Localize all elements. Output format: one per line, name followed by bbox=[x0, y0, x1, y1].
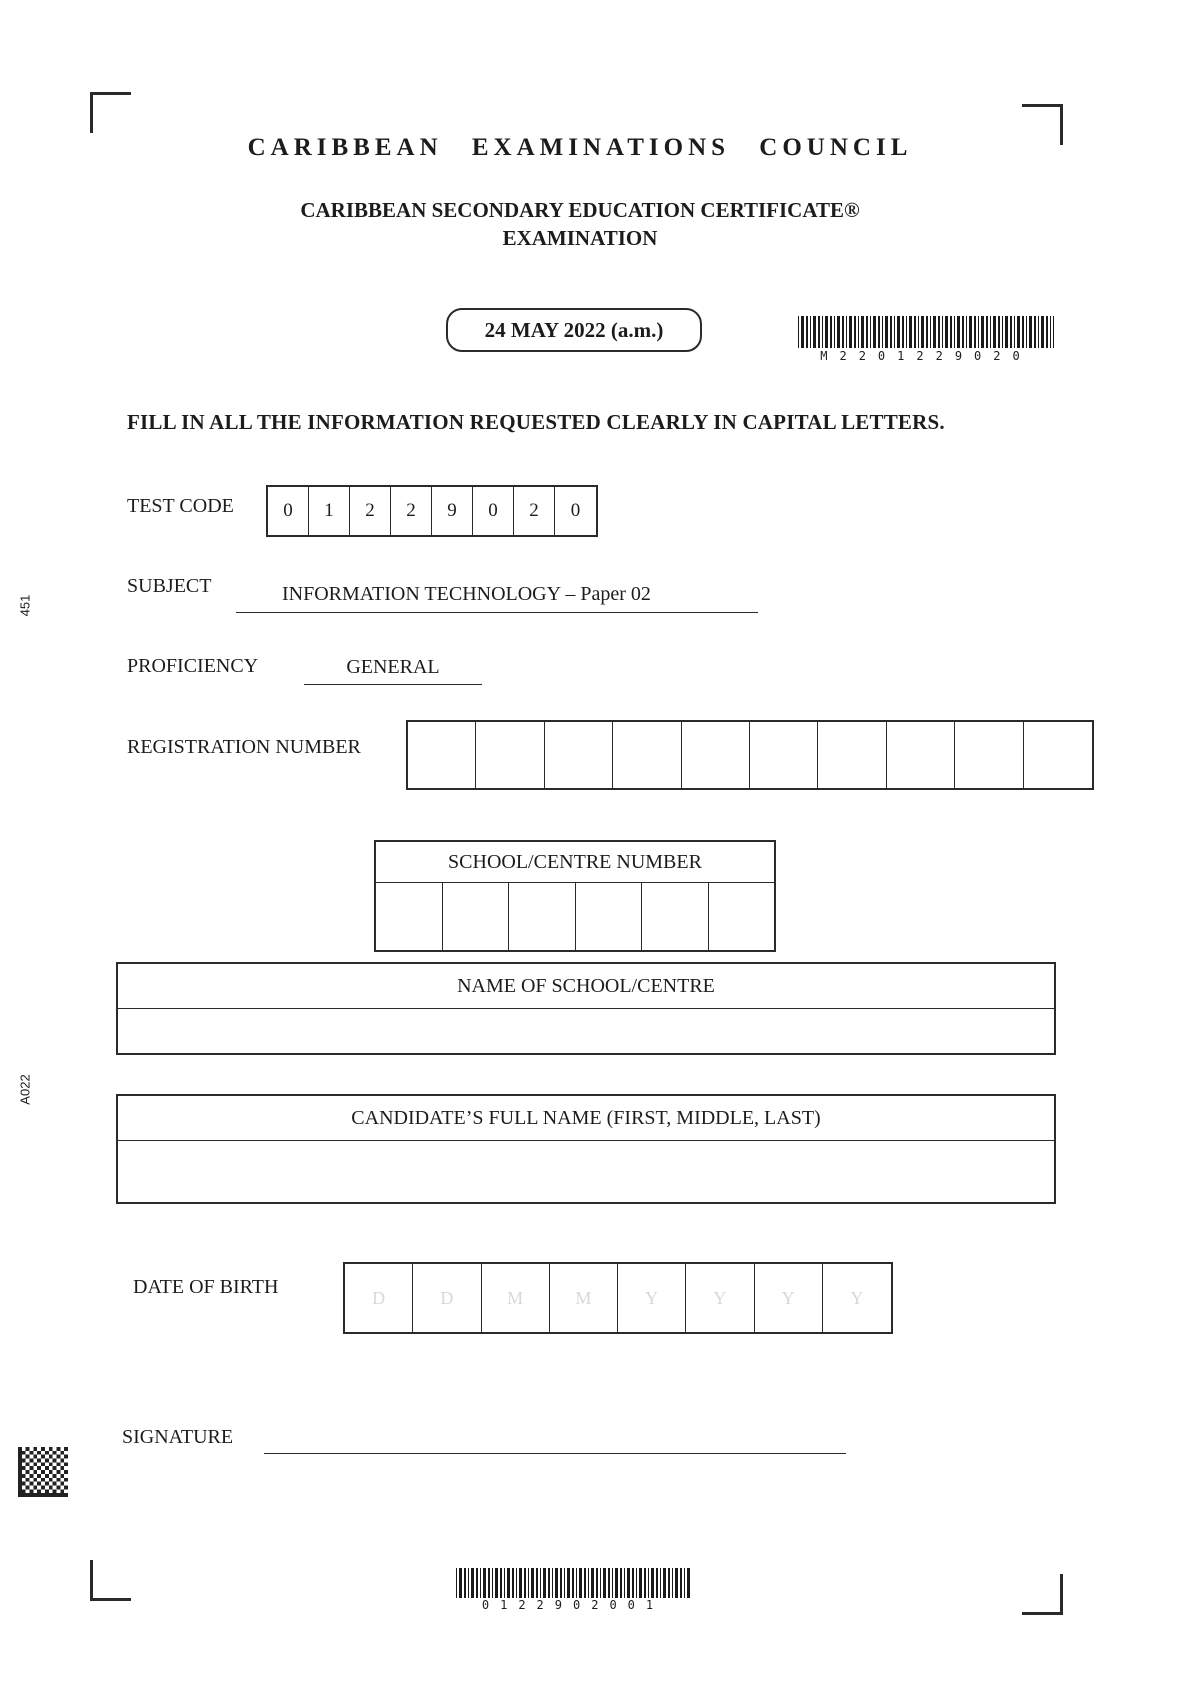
school-name-box bbox=[116, 962, 1056, 1055]
registration-digit-box[interactable] bbox=[408, 722, 476, 788]
candidate-name-field[interactable] bbox=[118, 1141, 1054, 1201]
school-centre-digit-box[interactable] bbox=[642, 883, 709, 951]
proficiency-value[interactable]: GENERAL bbox=[304, 656, 482, 685]
registration-digit-box[interactable] bbox=[1024, 722, 1092, 788]
certificate-title bbox=[0, 196, 1160, 252]
test-code-digit: 9 bbox=[432, 487, 473, 535]
registration-number-boxes bbox=[406, 720, 1094, 790]
crop-mark-bottom-left bbox=[90, 1560, 131, 1601]
exam-date: 24 MAY 2022 (a.m.) bbox=[446, 308, 702, 352]
barcode-bottom bbox=[456, 1568, 690, 1598]
test-code-digit: 0 bbox=[268, 487, 309, 535]
date-of-birth-box[interactable]: Y bbox=[686, 1264, 754, 1332]
registration-digit-box[interactable] bbox=[887, 722, 955, 788]
qr-code-icon bbox=[18, 1446, 68, 1498]
school-centre-digit-box[interactable] bbox=[576, 883, 643, 951]
subject-value[interactable]: INFORMATION TECHNOLOGY – Paper 02 bbox=[236, 583, 758, 613]
barcode-top-number: M2201229020 bbox=[820, 349, 1032, 363]
registration-digit-box[interactable] bbox=[613, 722, 681, 788]
barcode-bottom-number: 0122902001 bbox=[481, 1598, 665, 1612]
candidate-name-label: CANDIDATE’S FULL NAME (FIRST, MIDDLE, LAST) bbox=[118, 1096, 1054, 1141]
date-of-birth-label: DATE OF BIRTH bbox=[133, 1276, 279, 1298]
date-of-birth-box[interactable]: M bbox=[550, 1264, 618, 1332]
school-centre-digit-box[interactable] bbox=[709, 883, 775, 951]
test-code-label: TEST CODE bbox=[127, 495, 234, 517]
council-title: CARIBBEAN EXAMINATIONS COUNCIL bbox=[247, 134, 913, 161]
candidate-name-box bbox=[116, 1094, 1056, 1204]
school-centre-number-label: SCHOOL/CENTRE NUMBER bbox=[376, 842, 774, 883]
school-name-label: NAME OF SCHOOL/CENTRE bbox=[118, 964, 1054, 1009]
registration-digit-box[interactable] bbox=[955, 722, 1023, 788]
signature-line[interactable] bbox=[264, 1452, 846, 1454]
date-of-birth-box[interactable]: Y bbox=[618, 1264, 686, 1332]
date-of-birth-box[interactable]: Y bbox=[755, 1264, 823, 1332]
subject-label: SUBJECT bbox=[127, 575, 212, 597]
test-code-digit: 0 bbox=[473, 487, 514, 535]
school-centre-digit-box[interactable] bbox=[443, 883, 510, 951]
date-of-birth-boxes bbox=[343, 1262, 893, 1334]
registration-digit-box[interactable] bbox=[750, 722, 818, 788]
certificate-line-1: CARIBBEAN SECONDARY EDUCATION CERTIFICATE® bbox=[300, 198, 860, 222]
school-centre-digit-box[interactable] bbox=[376, 883, 443, 951]
school-name-field[interactable] bbox=[118, 1009, 1054, 1053]
proficiency-label: PROFICIENCY bbox=[127, 655, 259, 677]
test-code-digit: 2 bbox=[350, 487, 391, 535]
date-of-birth-box[interactable]: D bbox=[345, 1264, 413, 1332]
registration-digit-box[interactable] bbox=[545, 722, 613, 788]
date-of-birth-box[interactable]: D bbox=[413, 1264, 481, 1332]
school-centre-number-cells bbox=[376, 883, 774, 951]
crop-mark-bottom-right bbox=[1022, 1574, 1063, 1615]
test-code-digit: 1 bbox=[309, 487, 350, 535]
side-mark-lower: A022 bbox=[17, 1074, 33, 1105]
test-code-boxes bbox=[266, 485, 598, 537]
test-code-digit: 2 bbox=[514, 487, 555, 535]
certificate-line-2: EXAMINATION bbox=[502, 226, 658, 250]
registration-number-label: REGISTRATION NUMBER bbox=[127, 736, 361, 758]
date-of-birth-box[interactable]: Y bbox=[850, 1287, 864, 1308]
school-centre-digit-box[interactable] bbox=[509, 883, 576, 951]
date-of-birth-box[interactable]: M bbox=[482, 1264, 550, 1332]
registration-digit-box[interactable] bbox=[476, 722, 544, 788]
barcode-top bbox=[798, 316, 1054, 348]
side-mark-upper: 451 bbox=[17, 594, 33, 617]
test-code-digit: 0 bbox=[570, 500, 581, 521]
instruction-text: FILL IN ALL THE INFORMATION REQUESTED CLEARLY IN CAPITAL LETTERS. bbox=[127, 410, 945, 434]
registration-digit-box[interactable] bbox=[818, 722, 886, 788]
school-centre-number-box bbox=[374, 840, 776, 952]
signature-label: SIGNATURE bbox=[122, 1426, 234, 1448]
test-code-digit: 2 bbox=[391, 487, 432, 535]
crop-mark-top-left bbox=[90, 92, 131, 133]
registration-digit-box[interactable] bbox=[682, 722, 750, 788]
